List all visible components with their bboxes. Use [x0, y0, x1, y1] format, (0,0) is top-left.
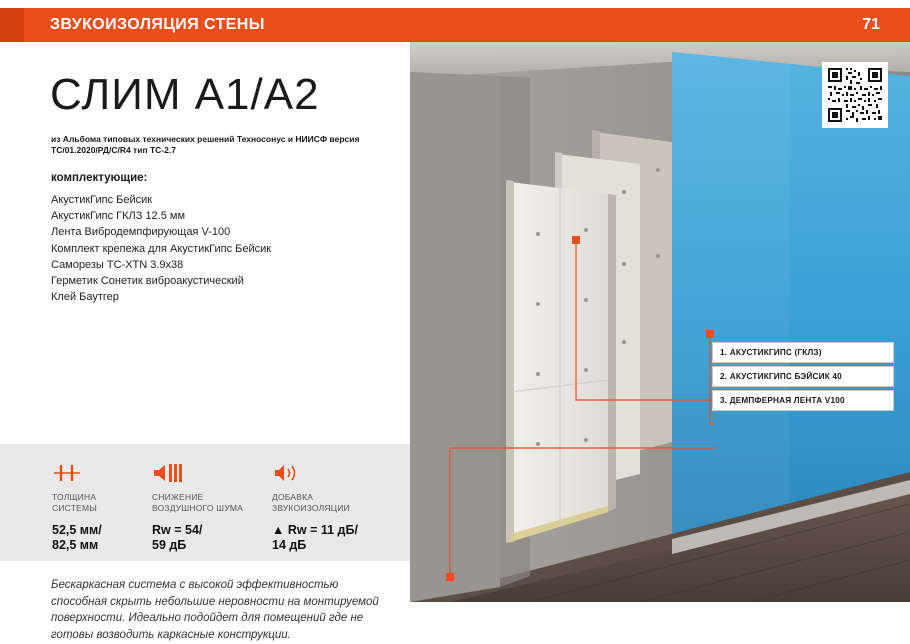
spec-value-line2: 14 дБ	[272, 538, 307, 552]
spec-label-line2: ЗВУКОИЗОЛЯЦИИ	[272, 503, 350, 513]
list-item: Клей Баутгер	[51, 291, 119, 304]
header-bar	[0, 8, 910, 42]
list-item: Комплект крепежа для АкустикГипс Бейсик	[51, 242, 272, 255]
spec-label	[52, 492, 162, 514]
airborne-noise-icon	[152, 460, 272, 486]
kit-list	[51, 192, 391, 305]
kit-heading: комплектующие:	[51, 172, 148, 184]
list-item: Лента Вибродемпфирующая V-100	[51, 226, 231, 239]
page-number: 71	[862, 16, 880, 33]
left-column	[0, 42, 410, 644]
system-description: Бескаркасная система с высокой эффективностью способная скрыть небольшие неровности на монтируемой поверхности. Идеально подойдет для помещений где не готовы возводить каркасные конструкции.	[51, 579, 379, 641]
spec-label	[152, 492, 272, 514]
list-item: АкустикГипс Бейсик	[51, 194, 153, 206]
photo-bottom-margin	[410, 602, 910, 644]
thickness-icon	[52, 460, 162, 486]
soundproofing-gain-icon	[272, 460, 397, 486]
product-photo	[410, 42, 910, 602]
header-accent-block	[0, 8, 24, 42]
callout-item-3: 3. ДЕМПФЕРНАЯ ЛЕНТА V100	[712, 390, 894, 411]
spec-value-line1: ▲ Rw = 11 дБ/	[272, 523, 358, 537]
callout-item-1: 1. АКУСТИКГИПС (ГКЛЗ)	[712, 342, 894, 363]
spec-value-line2: 82,5 мм	[52, 538, 99, 552]
spec-thickness	[52, 460, 162, 553]
spec-label-line1: СНИЖЕНИЕ	[152, 492, 204, 502]
list-item: Герметик Сонетик виброакустический	[51, 275, 244, 288]
qr-code-pattern	[826, 66, 884, 124]
specs-panel	[0, 444, 410, 561]
list-item: Саморезы TC-XTN 3.9x38	[51, 258, 184, 271]
system-name: СЛИМ А1/А2	[50, 70, 320, 119]
qr-code-icon	[822, 62, 888, 128]
spec-label-line2: ВОЗДУШНОГО ШУМА	[152, 503, 243, 513]
spec-value	[52, 523, 162, 553]
spec-soundproofing-gain	[272, 460, 397, 553]
spec-airborne-noise	[152, 460, 272, 553]
spec-value-line1: Rw = 54/	[152, 523, 203, 537]
spec-value-line2: 59 дБ	[152, 538, 187, 552]
spec-value	[272, 523, 397, 553]
page-title: ЗВУКОИЗОЛЯЦИЯ СТЕНЫ	[50, 16, 265, 33]
callout-item-2: 2. АКУСТИКГИПС БЭЙСИК 40	[712, 366, 894, 387]
system-subtitle: из Альбома типовых технических решений Техносонус и НИИСФ версия ТС/01.2020/РД/С/R4 тип ТС-2.7	[51, 134, 360, 156]
spec-label	[272, 492, 397, 514]
spec-label-line1: ТОЛЩИНА	[52, 492, 97, 502]
spec-label-line2: СИСТЕМЫ	[52, 503, 97, 513]
spec-label-line1: ДОБАВКА	[272, 492, 314, 502]
list-item: АкустикГипс ГКЛЗ 12.5 мм	[51, 210, 186, 223]
callout-list	[712, 342, 894, 414]
spec-value-line1: 52,5 мм/	[52, 523, 102, 537]
spec-value	[152, 523, 272, 553]
